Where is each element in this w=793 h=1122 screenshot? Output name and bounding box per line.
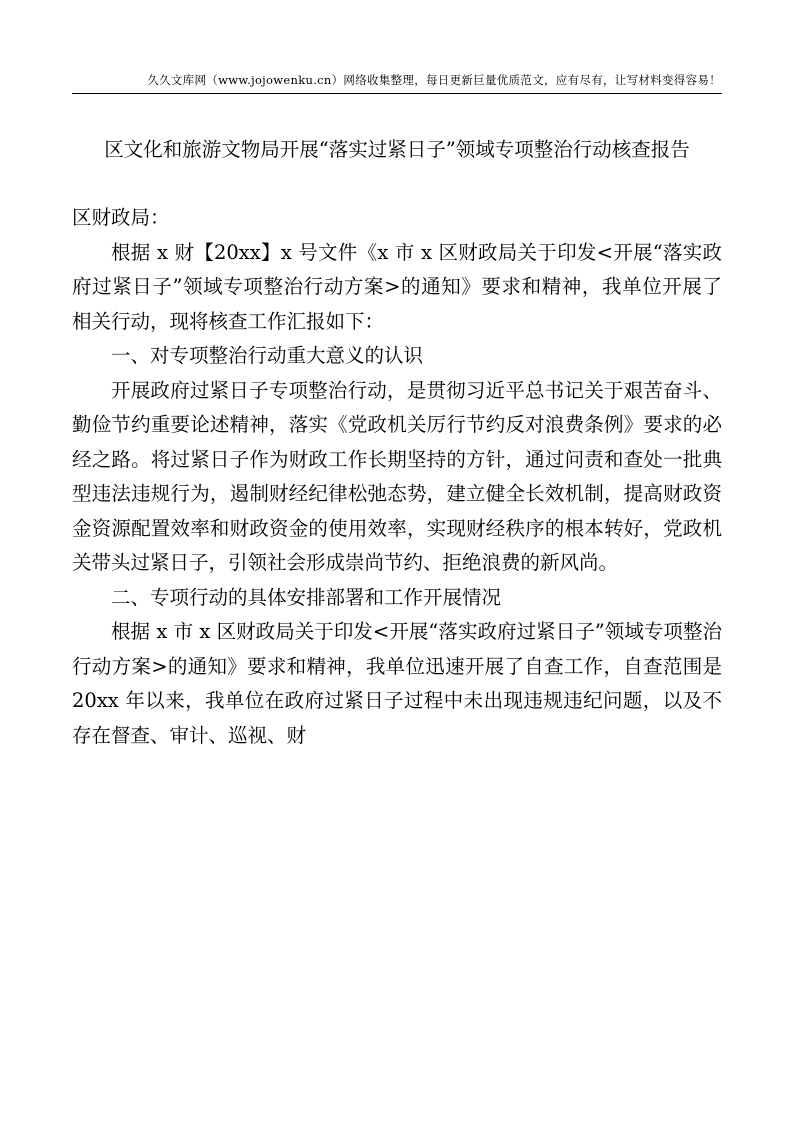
salutation: 区财政局： <box>72 206 170 229</box>
document-body <box>72 201 722 753</box>
page-header-text: 久久文库网（www.jojowenku.cn）网络收集整理，每日更新巨量优质范文，应有尽有，让写材料变得容易！ <box>147 73 721 87</box>
paragraph-significance: 开展政府过紧日子专项整治行动，是贯彻习近平总书记关于艰苦奋斗、勤俭节约重要论述精神，落实《党政机关厉行节约反对浪费条例》要求的必经之路。将过紧日子作为财政工作长期坚持的方针，通过问责和查处一批典型违法违规行为，遏制财经纪律松弛态势，建立健全长效机制，提高财政资金资源配置效率和财政资金的使用效率，实现财经秩序的根本转好，党政机关带头过紧日子，引领社会形成崇尚节约、拒绝浪费的新风尚。 <box>72 378 722 574</box>
document-title: 区文化和旅游文物局开展“落实过紧日子”领域专项整治行动核查报告 <box>104 138 690 161</box>
paragraph-arrangement: 根据 x 市 x 区财政局关于印发<开展“落实政府过紧日子”领域专项整治行动方案>的通知》要求和精神，我单位迅速开展了自查工作，自查范围是 20xx 年以来，我单位在政府过紧日子过程中未出现违规违纪问题，以及不存在督查、审计、巡视、财 <box>72 620 722 747</box>
section-heading-2: 二、专项行动的具体安排部署和工作开展情况 <box>111 585 502 609</box>
paragraph-intro: 根据 x 财【20xx】x 号文件《x 市 x 区财政局关于印发<开展“落实政府过紧日子”领域专项整治行动方案>的通知》要求和精神，我单位开展了相关行动，现将核查工作汇报如下： <box>72 240 722 333</box>
header-divider <box>72 93 722 94</box>
section-heading-1: 一、对专项整治行动重大意义的认识 <box>111 344 424 367</box>
